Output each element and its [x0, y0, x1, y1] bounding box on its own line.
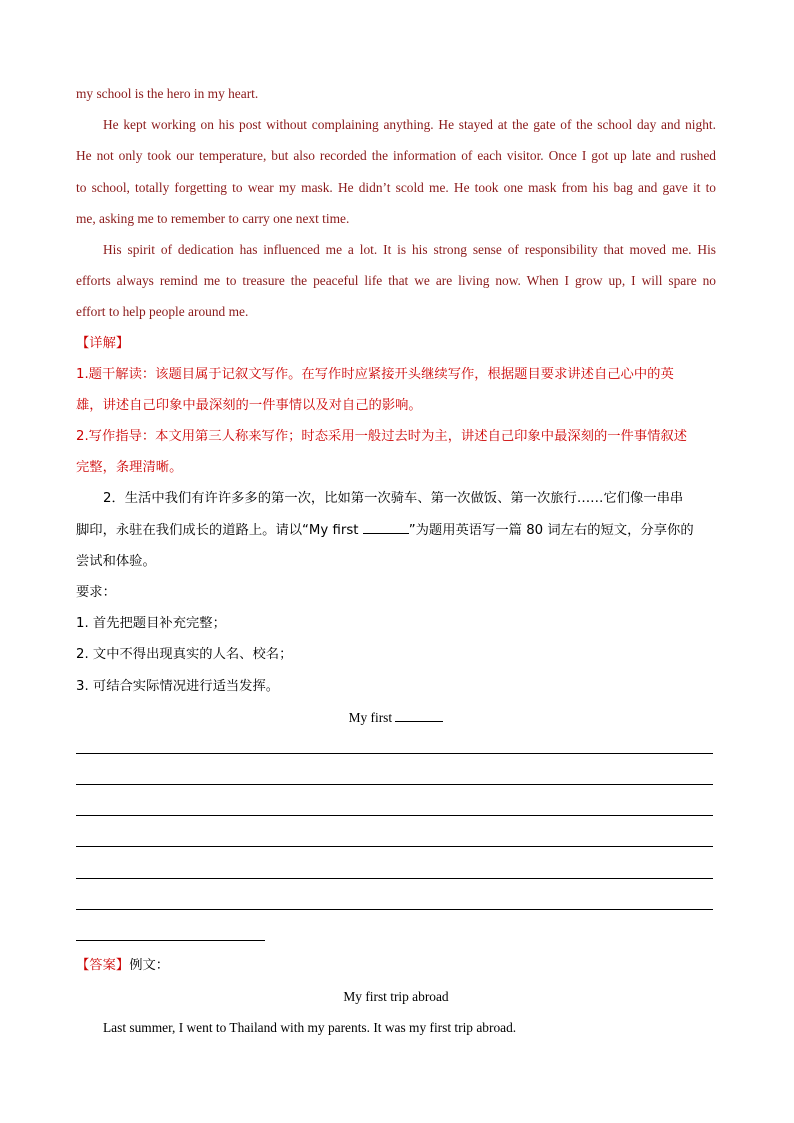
- answer-label-line: [76, 950, 716, 981]
- title-blank: [363, 522, 409, 534]
- essay-line: His spirit of dedication has influenced me a lot. It is his strong sense of responsibility that moved me. His: [103, 241, 716, 257]
- writing-line: [76, 784, 713, 785]
- question-text: 脚印，永驻在我们成长的道路上。请以“My first: [76, 522, 363, 538]
- answer-title: My first trip abroad: [343, 989, 449, 1005]
- detail-line: 1.题干解读：该题目属于记叙文写作。在写作时应紧接开头继续写作，根据题目要求讲述自己心中的英: [76, 366, 674, 382]
- requirement-item: 2. 文中不得出现真实的人名、校名；: [76, 647, 293, 663]
- writing-title: [76, 702, 716, 733]
- writing-line: [76, 753, 713, 754]
- writing-line: [76, 846, 713, 847]
- answer-label: 【答案】: [76, 958, 130, 973]
- requirement-item: 3. 可结合实际情况进行适当发挥。: [76, 678, 280, 694]
- essay-line: efforts always remind me to treasure the peaceful life that we are living now. When I grow up, I will spare no: [76, 273, 716, 289]
- requirements-heading: 要求：: [76, 585, 116, 600]
- writing-title-blank: [395, 710, 443, 722]
- writing-line: [76, 909, 713, 910]
- question-line: [76, 515, 716, 546]
- answer-line: Last summer, I went to Thailand with my parents. It was my first trip abroad.: [103, 1020, 517, 1036]
- essay-line: to school, totally forgetting to wear my mask. He didn’t scold me. He took one mask from his bag and gave it to: [76, 179, 716, 195]
- question-line: 尝试和体验。: [76, 553, 156, 569]
- essay-line: He kept working on his post without complaining anything. He stayed at the gate of the school day and night.: [103, 117, 716, 133]
- answer-label-suffix: 例文：: [129, 958, 170, 973]
- detail-line: 2.写作指导：本文用第三人称来写作；时态采用一般过去时为主，讲述自己印象中最深刻的一件事情叙述: [76, 429, 688, 445]
- essay-line: my school is the hero in my heart.: [76, 86, 259, 101]
- essay-line: effort to help people around me.: [76, 304, 249, 320]
- essay-line: He not only took our temperature, but also recorded the information of each visitor. Once I got up late and rushed: [76, 148, 716, 164]
- document-page: [76, 78, 716, 733]
- writing-title-text: My first: [348, 709, 396, 725]
- detail-heading: 【详解】: [76, 335, 130, 351]
- question-line: 2．生活中我们有许许多多的第一次，比如第一次骑车、第一次做饭、第一次旅行……它们像一串串: [103, 491, 684, 507]
- writing-line: [76, 878, 713, 879]
- question-text: ”为题用英语写一篇 80 词左右的短文，分享你的: [408, 522, 694, 538]
- essay-line: me, asking me to remember to carry one next time.: [76, 210, 350, 226]
- writing-line: [76, 815, 713, 816]
- answer-section: [76, 950, 716, 1044]
- detail-line: 完整，条理清晰。: [76, 460, 183, 476]
- detail-line: 雄，讲述自己印象中最深刻的一件事情以及对自己的影响。: [76, 397, 422, 413]
- requirement-item: 1. 首先把题目补充完整；: [76, 616, 226, 632]
- short-rule: [76, 940, 265, 941]
